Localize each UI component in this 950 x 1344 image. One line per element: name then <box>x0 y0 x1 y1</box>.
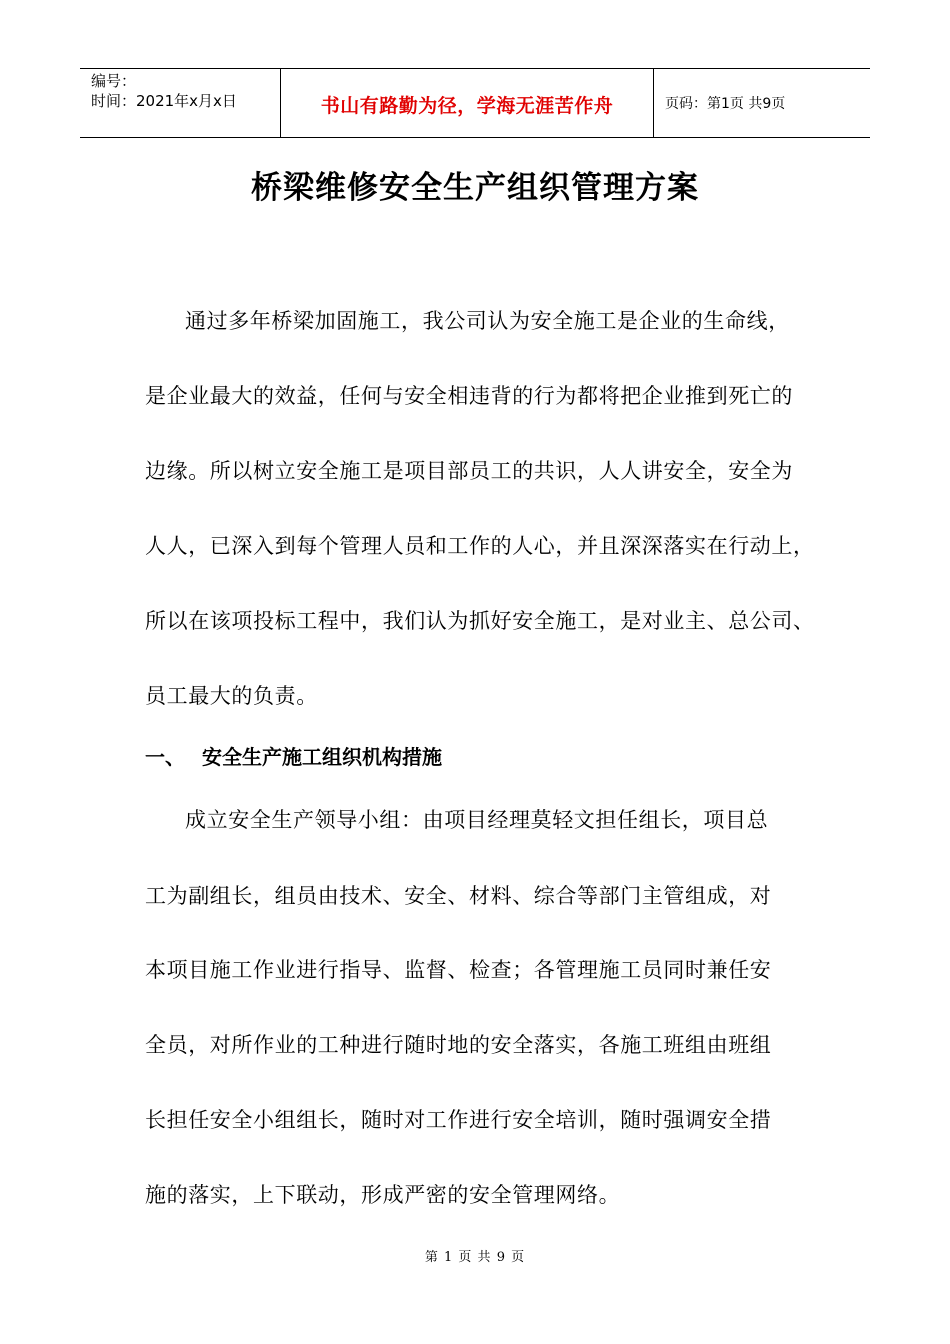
header-meta-cell <box>80 69 281 137</box>
section-paragraph-line: 工为副组长，组员由技术、安全、材料、综合等部门主管组成，对 <box>145 884 772 908</box>
section-paragraph-line: 全员，对所作业的工种进行随时地的安全落实，各施工班组由班组 <box>145 1033 772 1057</box>
intro-paragraph-line: 边缘。所以树立安全施工是项目部员工的共识，人人讲安全，安全为 <box>145 459 793 483</box>
section-heading <box>145 741 442 770</box>
section-heading-text: 安全生产施工组织机构措施 <box>202 745 442 769</box>
intro-paragraph-line: 员工最大的负责。 <box>145 684 318 708</box>
header-motto: 书山有路勤为径，学海无涯苦作舟 <box>281 69 654 137</box>
header-page-info: 页码：第1页 共9页 <box>665 96 786 112</box>
document-header <box>80 68 870 138</box>
document-number-label: 编号： <box>91 72 137 90</box>
intro-paragraph-line: 是企业最大的效益，任何与安全相违背的行为都将把企业推到死亡的 <box>145 384 793 408</box>
section-number: 一、 <box>145 745 185 769</box>
document-title: 桥梁维修安全生产组织管理方案 <box>251 170 699 206</box>
section-paragraph-line: 长担任安全小组组长，随时对工作进行安全培训，随时强调安全措 <box>145 1108 772 1132</box>
intro-paragraph-line: 所以在该项投标工程中，我们认为抓好安全施工，是对业主、总公司、 <box>145 609 815 633</box>
section-paragraph-line: 施的落实，上下联动，形成严密的安全管理网络。 <box>145 1183 621 1207</box>
intro-paragraph-line: 人人，已深入到每个管理人员和工作的人心，并且深深落实在行动上， <box>145 534 815 558</box>
page-footer: 第 1 页 共 9 页 <box>424 1250 526 1265</box>
section-paragraph-line: 本项目施工作业进行指导、监督、检查；各管理施工员同时兼任安 <box>145 958 772 982</box>
section-paragraph-line: 成立安全生产领导小组：由项目经理莫轻文担任组长，项目总 <box>185 808 769 832</box>
intro-paragraph-line: 通过多年桥梁加固施工，我公司认为安全施工是企业的生命线， <box>185 309 790 333</box>
document-date-label: 时间：2021年x月x日 <box>91 92 237 110</box>
